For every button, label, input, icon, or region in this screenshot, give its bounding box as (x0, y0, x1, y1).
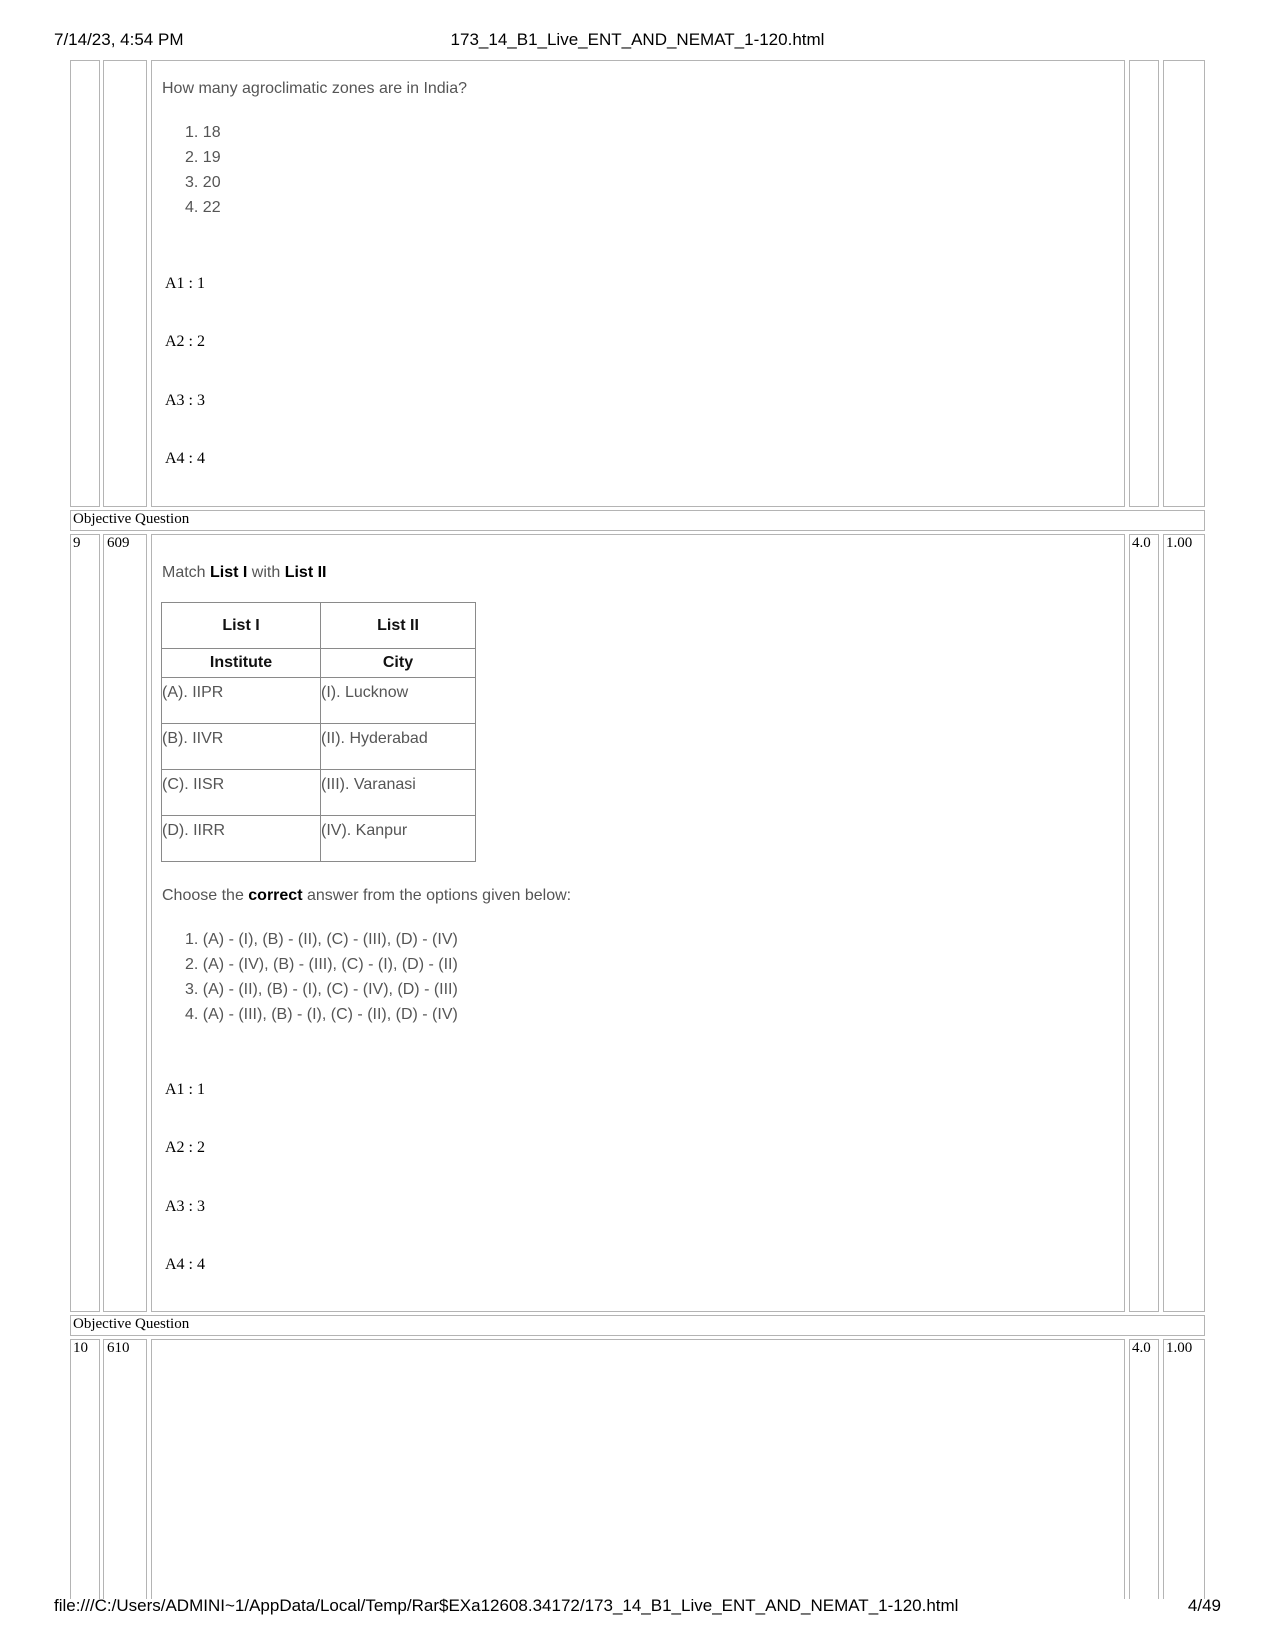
table-cell: (D). IIRR (162, 816, 321, 862)
marks-cell (1129, 60, 1159, 507)
section-label-row (70, 1315, 1205, 1336)
question-text-bold: List II (284, 564, 327, 581)
table-cell: (III). Varanasi (321, 770, 476, 816)
answer-option: A3 : 3 (165, 392, 205, 409)
option-item: 1. (A) - (I), (B) - (II), (C) - (III), (D) - (IV) (185, 931, 458, 948)
serial-number: 9 (73, 535, 81, 551)
options-list (185, 927, 458, 1027)
negative-marks-value: 1.00 (1166, 535, 1193, 551)
question-text: How many agroclimatic zones are in India? (162, 80, 468, 97)
sno-cell (70, 1339, 100, 1599)
section-label: Objective Question (73, 511, 190, 527)
table-header: List II (321, 603, 476, 649)
sno-cell (70, 60, 100, 507)
section-label-row (70, 510, 1205, 531)
table-cell: (A). IIPR (162, 678, 321, 724)
table-row (162, 678, 476, 724)
choose-instruction (162, 887, 571, 905)
question-id: 610 (107, 1340, 130, 1356)
table-row (162, 724, 476, 770)
table-header: List I (162, 603, 321, 649)
instruction-part: Choose the (162, 887, 249, 904)
answer-option: A4 : 4 (165, 1256, 205, 1273)
question-cell (151, 60, 1125, 507)
answer-option: A1 : 1 (165, 1081, 205, 1098)
negative-marks-value: 1.00 (1166, 1340, 1193, 1356)
question-cell (151, 1339, 1125, 1599)
id-cell (103, 1339, 147, 1599)
table-cell: (B). IIVR (162, 724, 321, 770)
option-item: 2. 19 (185, 149, 221, 166)
negative-marks-cell (1163, 1339, 1205, 1599)
options-list (185, 120, 221, 220)
question-text-part: with (247, 564, 285, 581)
match-table (161, 602, 476, 862)
instruction-bold: correct (248, 887, 303, 904)
table-subheader: Institute (162, 649, 321, 678)
marks-value: 4.0 (1132, 1340, 1151, 1356)
table-cell: (I). Lucknow (321, 678, 476, 724)
option-item: 3. (A) - (II), (B) - (I), (C) - (IV), (D) - (III) (185, 981, 458, 998)
answer-option: A3 : 3 (165, 1198, 205, 1215)
id-cell (103, 60, 147, 507)
question-text (162, 564, 326, 582)
print-title: 173_14_B1_Live_ENT_AND_NEMAT_1-120.html (450, 30, 825, 49)
question-id: 609 (107, 535, 130, 551)
table-subheader: City (321, 649, 476, 678)
table-row (162, 770, 476, 816)
table-cell: (IV). Kanpur (321, 816, 476, 862)
table-cell: (C). IISR (162, 770, 321, 816)
table-cell: (II). Hyderabad (321, 724, 476, 770)
answer-option: A2 : 2 (165, 333, 205, 350)
negative-marks-cell (1163, 60, 1205, 507)
marks-cell (1129, 534, 1159, 1312)
print-page-number: 4/49 (1187, 1596, 1221, 1615)
option-item: 4. 22 (185, 199, 221, 216)
marks-value: 4.0 (1132, 535, 1151, 551)
answer-option: A2 : 2 (165, 1139, 205, 1156)
option-item: 4. (A) - (III), (B) - (I), (C) - (II), (D) - (IV) (185, 1006, 458, 1023)
question-text-bold: List I (210, 564, 248, 581)
instruction-part: answer from the options given below: (302, 887, 572, 904)
print-file-path: file:///C:/Users/ADMINI~1/AppData/Local/Temp/Rar$EXa12608.34172/173_14_B1_Live_ENT_AND_NEMAT_1-120.html (54, 1596, 959, 1615)
id-cell (103, 534, 147, 1312)
option-item: 1. 18 (185, 124, 221, 141)
print-datetime: 7/14/23, 4:54 PM (54, 30, 184, 49)
answer-option: A1 : 1 (165, 275, 205, 292)
question-text-part: Match (162, 564, 211, 581)
option-item: 3. 20 (185, 174, 221, 191)
serial-number: 10 (73, 1340, 88, 1356)
marks-cell (1129, 1339, 1159, 1599)
table-row (162, 816, 476, 862)
section-label: Objective Question (73, 1316, 190, 1332)
sno-cell (70, 534, 100, 1312)
negative-marks-cell (1163, 534, 1205, 1312)
option-item: 2. (A) - (IV), (B) - (III), (C) - (I), (D) - (II) (185, 956, 458, 973)
answer-option: A4 : 4 (165, 450, 205, 467)
